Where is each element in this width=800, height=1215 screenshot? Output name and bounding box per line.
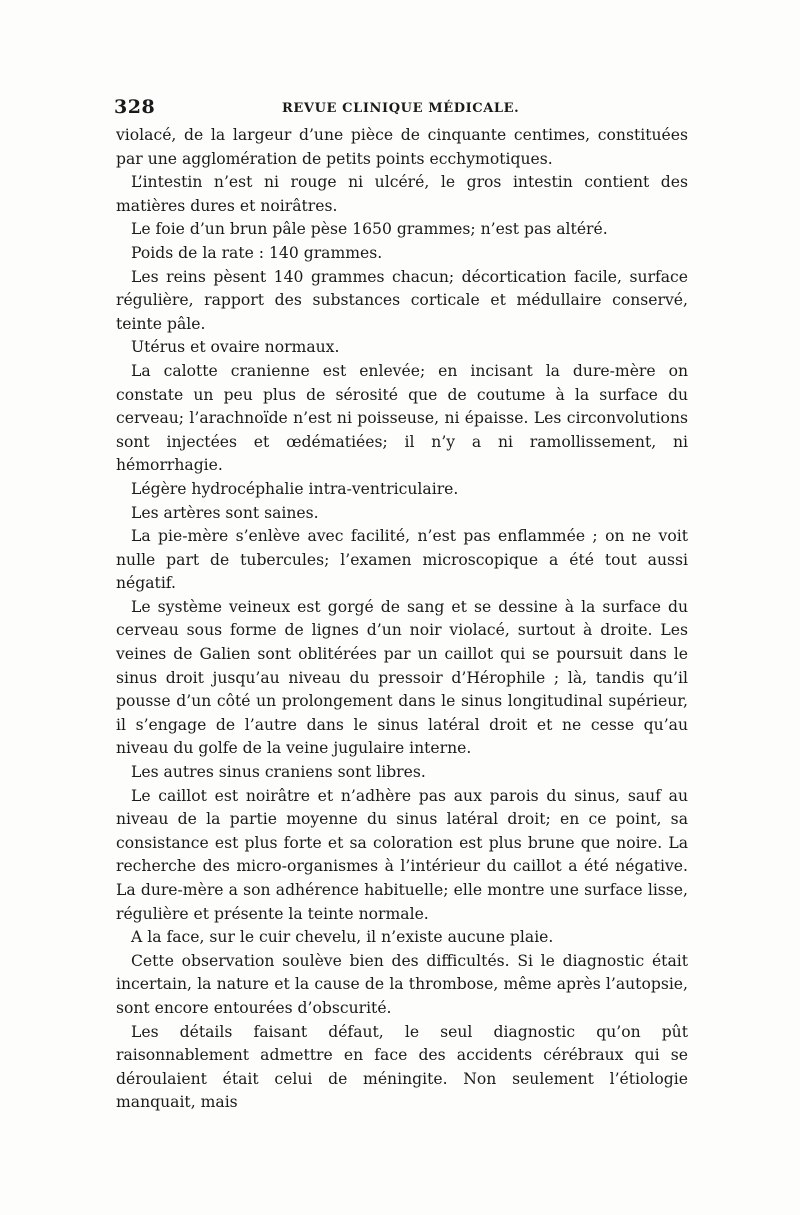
paragraph: Poids de la rate : 140 grammes. (131, 243, 383, 262)
body-text (116, 124, 688, 1115)
paragraph: L’intestin n’est ni rouge ni ulcéré, le gros intestin contient des matières dures et noirâtres. (116, 173, 688, 215)
paragraph: Le système veineux est gorgé de sang et se dessine à la surface du cerveau sous forme de lignes d’un noir violacé, surtout à droite. Les veines de Galien sont oblitérées par un caillot qui se poursuit dans le sinus droit jusqu’au niveau du pressoir d’Hérophile ; là, tandis qu’il pousse d’un côté un prolongement dans le sinus longitudinal supérieur, il s’engage de l’autre dans le sinus latéral droit et ne cesse qu’au niveau du golfe de la veine jugulaire interne. (116, 597, 688, 758)
paragraph: Légère hydrocéphalie intra-ventriculaire. (131, 479, 459, 498)
paragraph: Les artères sont saines. (131, 503, 319, 522)
paragraph: violacé, de la largeur d’une pièce de cinquante centimes, constituées par une agglomération de petits points ecchymotiques. (116, 126, 688, 168)
paragraph: Les autres sinus craniens sont libres. (131, 763, 426, 782)
paragraph: Le caillot est noirâtre et n’adhère pas aux parois du sinus, sauf au niveau de la partie moyenne du sinus latéral droit; en ce point, sa consistance est plus forte et sa coloration est plus brune que noire. La recherche des micro-organismes à l’intérieur du caillot a été négative. La dure-mère a son adhérence habituelle; elle montre une surface lisse, régulière et présente la teinte normale. (116, 786, 688, 923)
page-number: 328 (114, 96, 156, 118)
paragraph: La calotte cranienne est enlevée; en incisant la dure-mère on constate un peu plus de sérosité que de coutume à la surface du cerveau; l’arachnoïde n’est ni poisseuse, ni épaisse. Les circonvolutions sont injectées et œdématiées; il n’y a ni ramollissement, ni hémorrhagie. (116, 361, 688, 475)
page-header (114, 96, 694, 120)
paragraph: A la face, sur le cuir chevelu, il n’existe aucune plaie. (131, 928, 554, 947)
paragraph: Les détails faisant défaut, le seul diagnostic qu’on pût raisonnablement admettre en face des accidents cérébraux qui se déroulaient était celui de méningite. Non seulement l’étiologie manquait, mais (116, 1022, 688, 1112)
paragraph: Le foie d’un brun pâle pèse 1650 grammes; n’est pas altéré. (131, 220, 608, 239)
paragraph: Utérus et ovaire normaux. (131, 338, 340, 357)
paragraph: La pie-mère s’enlève avec facilité, n’est pas enflammée ; on ne voit nulle part de tubercules; l’examen microscopique a été tout aussi négatif. (116, 527, 688, 593)
paragraph: Cette observation soulève bien des difficultés. Si le diagnostic était incertain, la nature et la cause de la thrombose, même après l’autopsie, sont encore entourées d’obscurité. (116, 951, 688, 1017)
running-head: REVUE CLINIQUE MÉDICALE. (282, 101, 520, 116)
paragraph: Les reins pèsent 140 grammes chacun; décortication facile, surface régulière, rapport des substances corticale et médullaire conservé, teinte pâle. (116, 267, 688, 333)
